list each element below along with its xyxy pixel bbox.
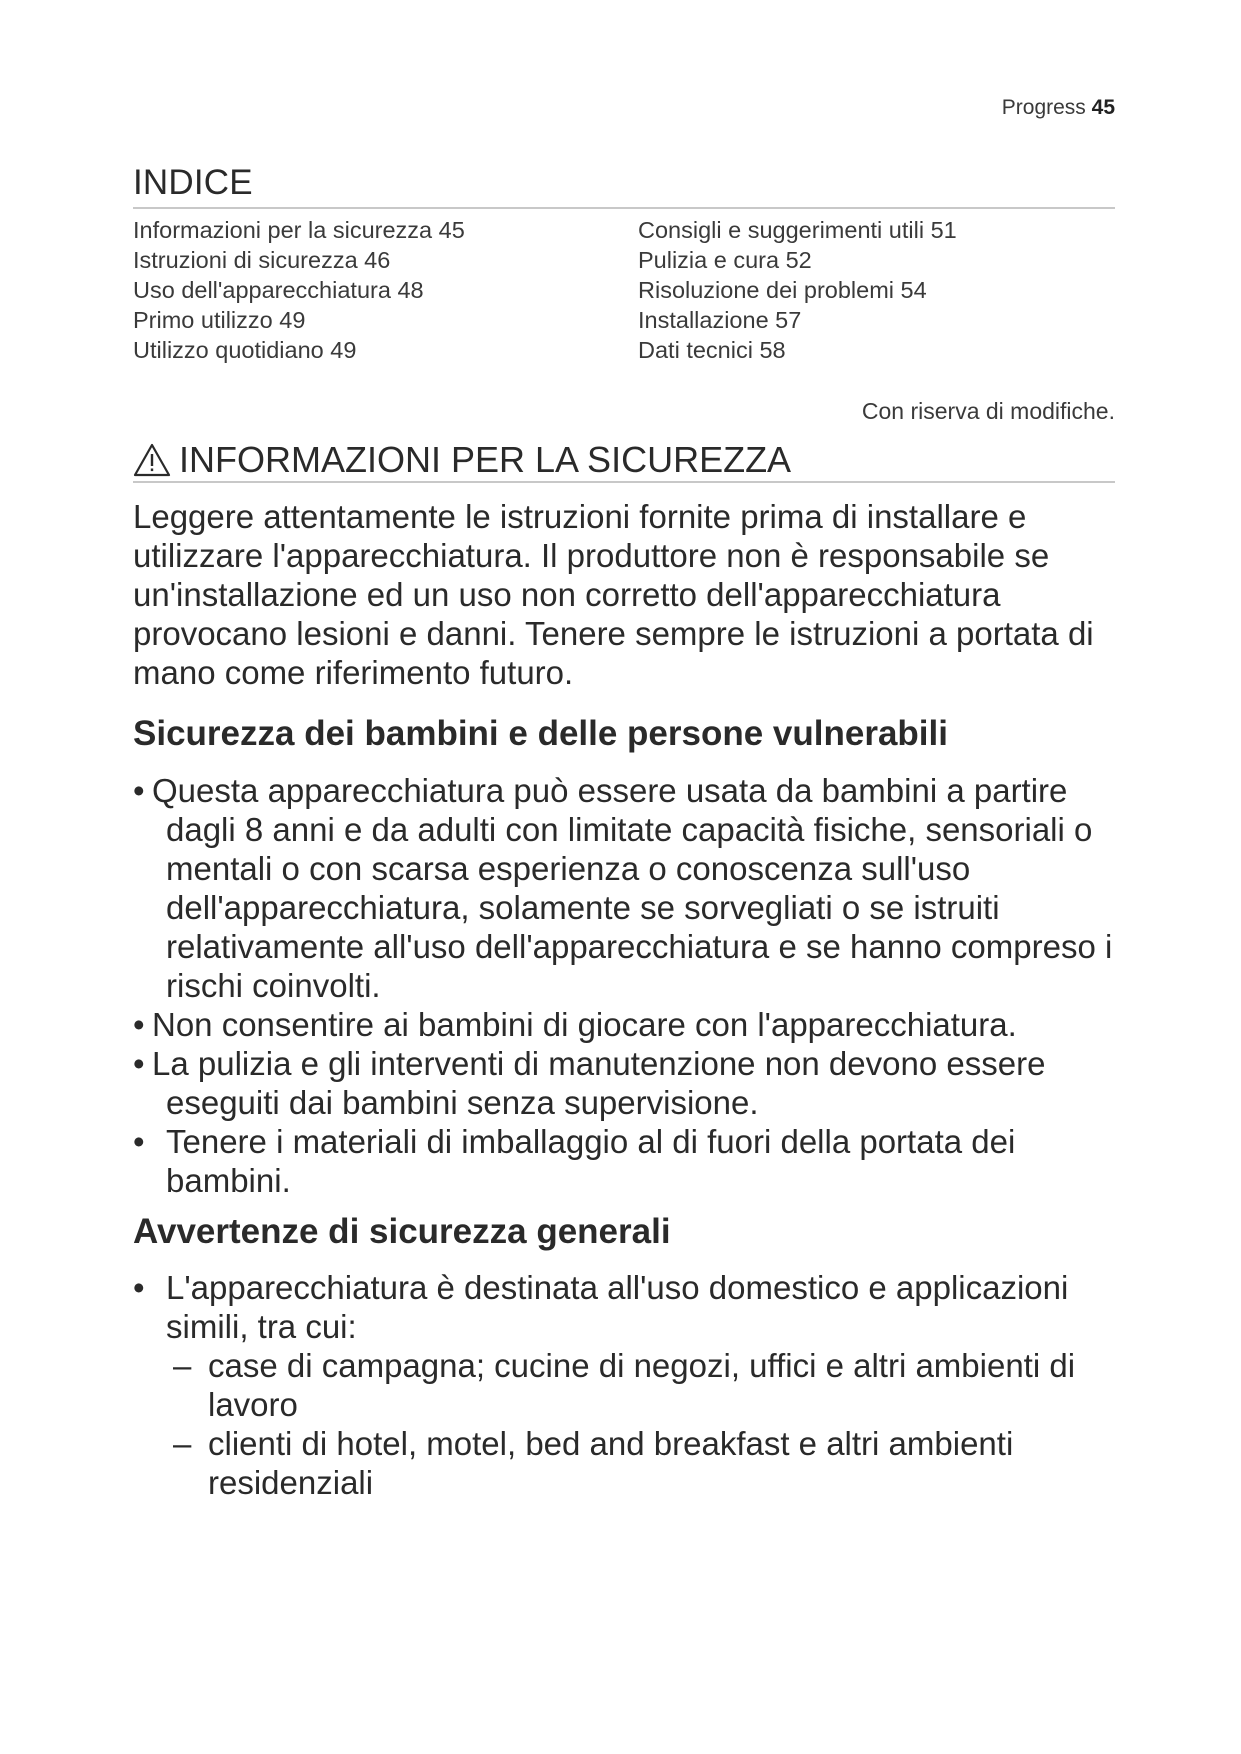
toc-item[interactable]: Consigli e suggerimenti utili 51 xyxy=(638,217,957,243)
list-item xyxy=(133,771,1115,1005)
list-item-text: L'apparecchiatura è destinata all'uso domestico e applicazioni simili, tra cui: xyxy=(166,1269,1069,1345)
bullet-dot: • xyxy=(133,1123,145,1160)
running-header xyxy=(1002,96,1115,120)
general-section-heading: Avvertenze di sicurezza generali xyxy=(133,1212,671,1251)
children-section-heading: Sicurezza dei bambini e delle persone vulnerabili xyxy=(133,714,948,753)
dash-marker: – xyxy=(173,1425,192,1462)
bullet-dot: • xyxy=(133,1006,145,1043)
toc-item[interactable]: Pulizia e cura 52 xyxy=(638,247,812,273)
index-title: INDICE xyxy=(133,163,253,202)
sub-list-item xyxy=(133,1424,1115,1502)
sub-list-item-text: case di campagna; cucine di negozi, uffici e altri ambienti di lavoro xyxy=(208,1347,1076,1423)
toc-left-column xyxy=(133,215,638,365)
bullet-dot: • xyxy=(133,1269,145,1306)
list-item-text: Tenere i materiali di imballaggio al di fuori della portata dei bambini. xyxy=(166,1123,1016,1199)
dash-marker: – xyxy=(173,1347,192,1384)
safety-intro-paragraph: Leggere attentamente le istruzioni fornite prima di installare e utilizzare l'apparecchiatura. Il produttore non è responsabile se un'installazione ed un uso non corretto dell'apparecchiatura provocano lesioni e danni. Tenere sempre le istruzioni a portata di mano come riferimento futuro. xyxy=(133,498,1094,691)
safety-divider xyxy=(133,481,1115,483)
children-bullet-list xyxy=(133,771,1115,1200)
safety-title-text: INFORMAZIONI PER LA SICUREZZA xyxy=(179,439,792,480)
list-item-text: Questa apparecchiatura può essere usata da bambini a partire dagli 8 anni e da adulti con limitate capacità fisiche, sensoriali o mentali o con scarsa esperienza o conoscenza sull'uso dell'apparecchiatura, solamente se sorvegliati o se istruiti relativamente all'uso dell'apparecchiatura e se hanno compreso i rischi coinvolti. xyxy=(152,772,1113,1004)
toc-item[interactable]: Installazione 57 xyxy=(638,307,802,333)
safety-section-title xyxy=(133,439,791,481)
reserve-note: Con riserva di modifiche. xyxy=(861,398,1115,424)
table-of-contents xyxy=(133,215,1115,365)
manual-page xyxy=(133,0,1115,1754)
toc-item[interactable]: Informazioni per la sicurezza 45 xyxy=(133,217,465,243)
toc-item[interactable]: Risoluzione dei problemi 54 xyxy=(638,277,927,303)
toc-item[interactable]: Uso dell'apparecchiatura 48 xyxy=(133,277,424,303)
toc-item[interactable]: Utilizzo quotidiano 49 xyxy=(133,337,357,363)
toc-right-column xyxy=(638,215,1115,365)
header-brand: Progress xyxy=(1001,96,1086,119)
bullet-dot: • xyxy=(133,772,145,809)
list-item-text: La pulizia e gli interventi di manutenzione non devono essere eseguiti dai bambini senza supervisione. xyxy=(152,1045,1046,1121)
bullet-dot: • xyxy=(133,1045,145,1082)
list-item xyxy=(133,1268,1115,1502)
page-number: 45 xyxy=(1091,96,1115,119)
toc-item[interactable]: Dati tecnici 58 xyxy=(638,337,786,363)
warning-triangle-icon xyxy=(133,443,171,477)
list-item xyxy=(133,1005,1115,1044)
list-item xyxy=(133,1122,1115,1200)
toc-item[interactable]: Primo utilizzo 49 xyxy=(133,307,306,333)
list-item-text: Non consentire ai bambini di giocare con l'apparecchiatura. xyxy=(152,1006,1017,1043)
general-bullet-list xyxy=(133,1268,1115,1502)
index-divider xyxy=(133,207,1115,209)
toc-item[interactable]: Istruzioni di sicurezza 46 xyxy=(133,247,391,273)
list-item xyxy=(133,1044,1115,1122)
sub-list-item-text: clienti di hotel, motel, bed and breakfast e altri ambienti residenziali xyxy=(208,1425,1014,1501)
sub-list-item xyxy=(133,1346,1115,1424)
